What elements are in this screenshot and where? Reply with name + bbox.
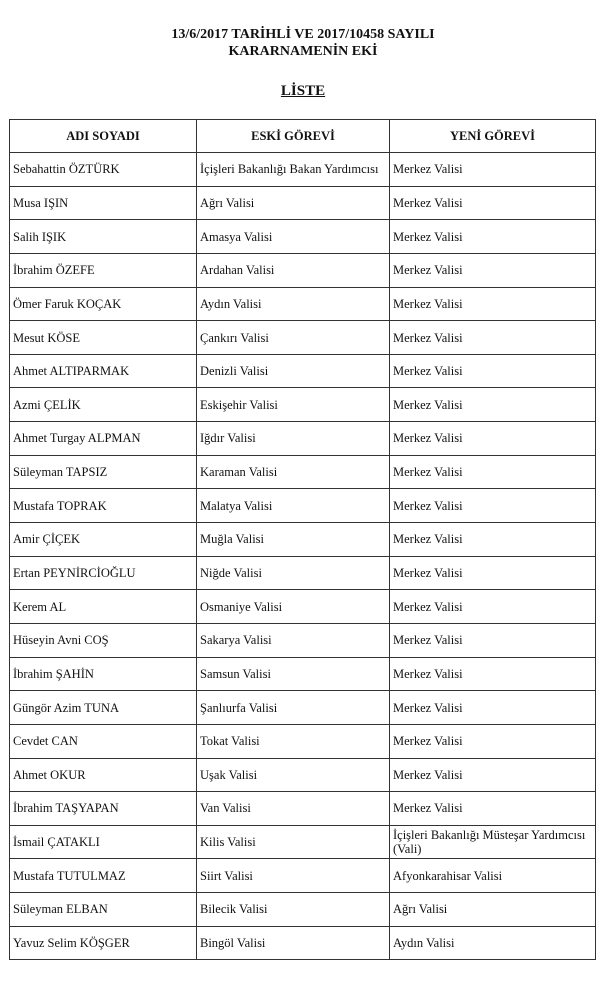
table-row bbox=[10, 422, 596, 456]
new-position-cell: Ağrı Valisi bbox=[390, 893, 596, 927]
table-row bbox=[10, 623, 596, 657]
document-title-line-1: 13/6/2017 TARİHLİ VE 2017/10458 SAYILI bbox=[171, 27, 435, 42]
name-cell: Yavuz Selim KÖŞGER bbox=[10, 926, 197, 960]
old-position-cell: İçişleri Bakanlığı Bakan Yardımcısı bbox=[197, 153, 390, 187]
table-row bbox=[10, 253, 596, 287]
old-position-cell: Bingöl Valisi bbox=[197, 926, 390, 960]
new-position-cell: Merkez Valisi bbox=[390, 556, 596, 590]
name-cell: İsmail ÇATAKLI bbox=[10, 825, 197, 859]
old-position-cell: Samsun Valisi bbox=[197, 657, 390, 691]
name-cell: Musa IŞIN bbox=[10, 186, 197, 220]
new-position-cell: Merkez Valisi bbox=[390, 691, 596, 725]
old-position-cell: Karaman Valisi bbox=[197, 455, 390, 489]
new-position-cell: Merkez Valisi bbox=[390, 455, 596, 489]
new-position-cell: Merkez Valisi bbox=[390, 657, 596, 691]
name-cell: Ahmet OKUR bbox=[10, 758, 197, 792]
old-position-cell: Malatya Valisi bbox=[197, 489, 390, 523]
old-position-cell: Van Valisi bbox=[197, 792, 390, 826]
name-cell: Süleyman TAPSIZ bbox=[10, 455, 197, 489]
name-cell: Azmi ÇELİK bbox=[10, 388, 197, 422]
table-row bbox=[10, 792, 596, 826]
table-header-row bbox=[10, 120, 596, 153]
old-position-cell: Sakarya Valisi bbox=[197, 623, 390, 657]
new-position-cell: Merkez Valisi bbox=[390, 523, 596, 557]
name-cell: İbrahim TAŞYAPAN bbox=[10, 792, 197, 826]
table-row bbox=[10, 657, 596, 691]
new-position-cell: Merkez Valisi bbox=[390, 388, 596, 422]
old-position-cell: Aydın Valisi bbox=[197, 287, 390, 321]
new-position-cell: Merkez Valisi bbox=[390, 321, 596, 355]
old-position-cell: Şanlıurfa Valisi bbox=[197, 691, 390, 725]
name-cell: Amir ÇİÇEK bbox=[10, 523, 197, 557]
old-position-cell: Amasya Valisi bbox=[197, 220, 390, 254]
table-row bbox=[10, 354, 596, 388]
name-cell: Salih IŞIK bbox=[10, 220, 197, 254]
old-position-cell: Bilecik Valisi bbox=[197, 893, 390, 927]
old-position-cell: Çankırı Valisi bbox=[197, 321, 390, 355]
table-row bbox=[10, 724, 596, 758]
name-cell: Kerem AL bbox=[10, 590, 197, 624]
old-position-cell: Osmaniye Valisi bbox=[197, 590, 390, 624]
name-cell: Mustafa TOPRAK bbox=[10, 489, 197, 523]
column-header-name: ADI SOYADI bbox=[10, 120, 197, 153]
document-title-line-2: KARARNAMENİN EKİ bbox=[228, 44, 378, 59]
new-position-cell: İçişleri Bakanlığı Müsteşar Yardımcısı (Vali) bbox=[390, 825, 596, 859]
new-position-cell: Merkez Valisi bbox=[390, 758, 596, 792]
name-cell: Sebahattin ÖZTÜRK bbox=[10, 153, 197, 187]
table-row bbox=[10, 691, 596, 725]
table-row bbox=[10, 153, 596, 187]
table-body bbox=[10, 153, 596, 960]
new-position-cell: Merkez Valisi bbox=[390, 724, 596, 758]
new-position-cell: Merkez Valisi bbox=[390, 253, 596, 287]
table-row bbox=[10, 825, 596, 859]
old-position-cell: Denizli Valisi bbox=[197, 354, 390, 388]
column-header-old-position: ESKİ GÖREVİ bbox=[197, 120, 390, 153]
table-row bbox=[10, 893, 596, 927]
new-position-cell: Merkez Valisi bbox=[390, 792, 596, 826]
table-row bbox=[10, 556, 596, 590]
new-position-cell: Merkez Valisi bbox=[390, 623, 596, 657]
old-position-cell: Muğla Valisi bbox=[197, 523, 390, 557]
name-cell: Ahmet ALTIPARMAK bbox=[10, 354, 197, 388]
old-position-cell: Niğde Valisi bbox=[197, 556, 390, 590]
new-position-cell: Merkez Valisi bbox=[390, 153, 596, 187]
name-cell: Süleyman ELBAN bbox=[10, 893, 197, 927]
new-position-cell: Afyonkarahisar Valisi bbox=[390, 859, 596, 893]
old-position-cell: Kilis Valisi bbox=[197, 825, 390, 859]
name-cell: Mustafa TUTULMAZ bbox=[10, 859, 197, 893]
name-cell: Ömer Faruk KOÇAK bbox=[10, 287, 197, 321]
new-position-cell: Merkez Valisi bbox=[390, 220, 596, 254]
name-cell: İbrahim ŞAHİN bbox=[10, 657, 197, 691]
new-position-cell: Merkez Valisi bbox=[390, 489, 596, 523]
list-title: LİSTE bbox=[280, 83, 326, 99]
new-position-cell: Merkez Valisi bbox=[390, 287, 596, 321]
table-row bbox=[10, 590, 596, 624]
name-cell: Ahmet Turgay ALPMAN bbox=[10, 422, 197, 456]
table-row bbox=[10, 926, 596, 960]
column-header-new-position: YENİ GÖREVİ bbox=[390, 120, 596, 153]
table-row bbox=[10, 287, 596, 321]
table-row bbox=[10, 758, 596, 792]
table-row bbox=[10, 455, 596, 489]
old-position-cell: Siirt Valisi bbox=[197, 859, 390, 893]
name-cell: Mesut KÖSE bbox=[10, 321, 197, 355]
name-cell: Ertan PEYNİRCİOĞLU bbox=[10, 556, 197, 590]
old-position-cell: Eskişehir Valisi bbox=[197, 388, 390, 422]
new-position-cell: Merkez Valisi bbox=[390, 186, 596, 220]
table-row bbox=[10, 489, 596, 523]
name-cell: Hüseyin Avni COŞ bbox=[10, 623, 197, 657]
name-cell: Cevdet CAN bbox=[10, 724, 197, 758]
old-position-cell: Ardahan Valisi bbox=[197, 253, 390, 287]
old-position-cell: Ağrı Valisi bbox=[197, 186, 390, 220]
new-position-cell: Merkez Valisi bbox=[390, 354, 596, 388]
new-position-cell: Aydın Valisi bbox=[390, 926, 596, 960]
name-cell: Güngör Azim TUNA bbox=[10, 691, 197, 725]
new-position-cell: Merkez Valisi bbox=[390, 422, 596, 456]
table-row bbox=[10, 859, 596, 893]
old-position-cell: Tokat Valisi bbox=[197, 724, 390, 758]
table-row bbox=[10, 220, 596, 254]
new-position-cell: Merkez Valisi bbox=[390, 590, 596, 624]
table-row bbox=[10, 523, 596, 557]
old-position-cell: Uşak Valisi bbox=[197, 758, 390, 792]
old-position-cell: Iğdır Valisi bbox=[197, 422, 390, 456]
table-row bbox=[10, 321, 596, 355]
name-cell: İbrahim ÖZEFE bbox=[10, 253, 197, 287]
table-row bbox=[10, 388, 596, 422]
table-row bbox=[10, 186, 596, 220]
appointments-table bbox=[9, 119, 596, 960]
